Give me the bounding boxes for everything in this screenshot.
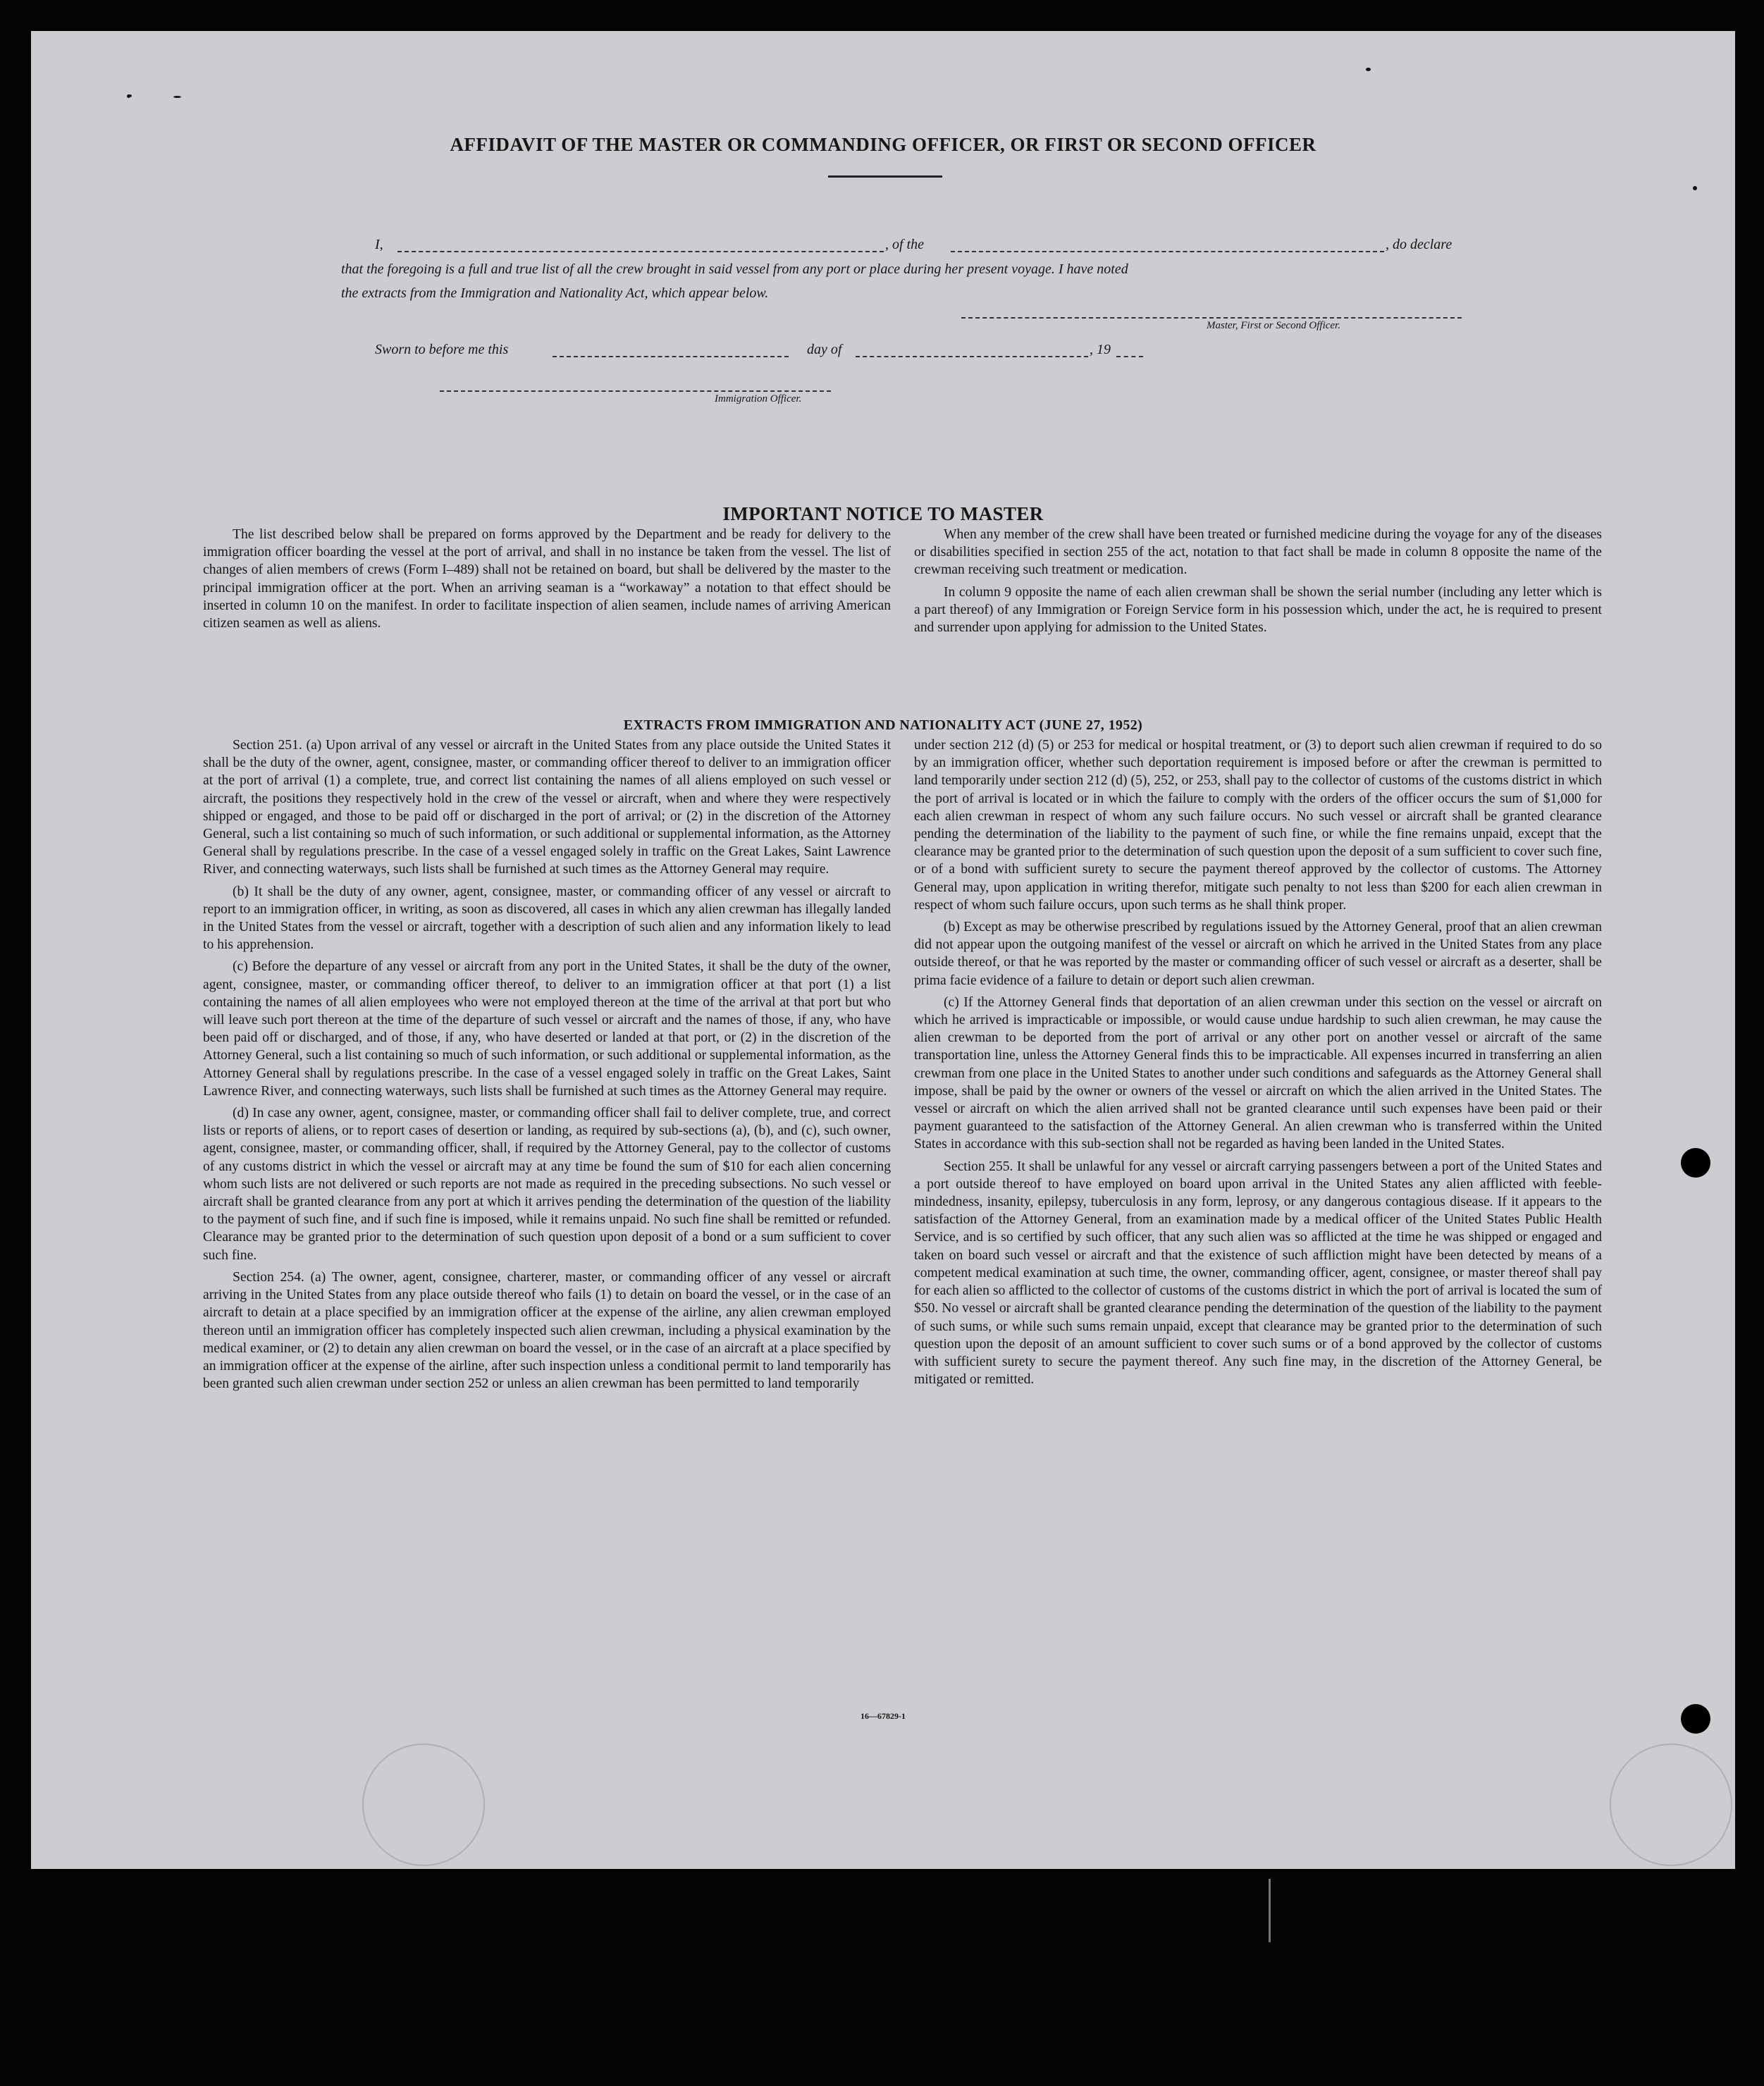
speck (1693, 186, 1697, 190)
section-251-c: (c) Before the departure of any vessel or aircraft from any port in the United States, it shall be the duty of the owner, agent, consignee, master, or commanding officer thereof, to deliver to an immigration officer at that port (1) a list containing the names of all alien employees who were not employed thereon at the time of the arrival at that port but who will leave such port thereon at the time of the departure of such vessel or aircraft and the names of those, if any, who have been paid off or discharged, and of those, if any, who have deserted or landed at that port, or (2) in the discretion of the Attorney General, such a list containing so much of such information, or such additional or supplemental information, as the Attorney General shall by regulations prescribe. In the case of a vessel engaged solely in traffic on the Great Lakes, Saint Lawrence River, and connecting waterways, such lists shall be furnished at such times as the Attorney General may require. (203, 959, 891, 1099)
affidavit-title: AFFIDAVIT OF THE MASTER OR COMMANDING OFFICER, OR FIRST OR SECOND OFFICER (450, 134, 1316, 155)
notice-left-column (203, 526, 891, 636)
section-254-a-continued: under section 212 (d) (5) or 253 for medical or hospital treatment, or (3) to deport such alien crewman if required to do so by an immigration officer, whether such deportation requirement is imposed before or after the crewman is permitted to land temporarily under section 212 (d) (5), 252, or 253, shall pay to the collector of customs of the customs district in which the port of arrival is located or in which the failure to comply with the orders of the officer occurs the sum of $1,000 for each alien crewman in respect of whom any such failure occurs. No such vessel or aircraft shall be granted clearance pending the determination of the liability to the payment of such fine, or while the fine remains unpaid, except that the clearance may be granted prior to the determination of such question upon the deposit of a sum sufficient to cover such fine, or of a bond with sufficient surety to secure the payment thereof approved by the collector of customs. The Attorney General may, upon application in writing therefor, mitigate such penalty to not less than $200 for each alien crewman in respect of whom such failure occurs, upon such terms as he shall think proper. (914, 738, 1602, 913)
notice-title: IMPORTANT NOTICE TO MASTER (722, 503, 1044, 524)
notice-right-paragraph-2: In column 9 opposite the name of each alien crewman shall be shown the serial number (including any letter which is a part thereof) of any Immigration or Foreign Service form in his possession which, under the act, he is required to present and surrender upon applying for admission to the United States. (914, 584, 1602, 636)
affidavit-line1-suffix: , do declare (1386, 237, 1452, 252)
faint-stamp (362, 1744, 485, 1866)
officer-signature-line (440, 390, 831, 392)
affidavit-line1-prefix: I, (375, 237, 383, 252)
section-254-c: (c) If the Attorney General finds that deportation of an alien crewman under this section on the vessel or aircraft on which he arrived is impracticable or impossible, or would cause undue hardship to such alien crewman, he may cause the alien crewman to be deported from the port of arrival or any other port on another vessel or aircraft of the same transportation line, unless the Attorney General finds this to be impracticable. All expenses incurred in transferring an alien crewman from one place in the United States to another under such conditions and safeguards as the Attorney General shall impose, shall be paid by the owner or owners of the vessel or aircraft on which the alien arrived in the United States. The vessel or aircraft on which the alien arrived shall not be granted clearance until such expenses have been paid or their payment guaranteed to the satisfaction of the Attorney General. An alien crewman who is transferred within the United States in accordance with this sub-section shall not be regarded as having been landed in the United States. (914, 994, 1602, 1152)
faint-stamp (1610, 1744, 1732, 1866)
master-signature-line (961, 317, 1462, 319)
affidavit-line1-mid: , of the (885, 237, 924, 252)
officer-signature-label: Immigration Officer. (715, 393, 802, 405)
form-code: 16—67829-1 (861, 1711, 906, 1721)
sworn-day-field (553, 356, 789, 357)
section-251-d: (d) In case any owner, agent, consignee, master, or commanding officer shall fail to deliver complete, true, and correct lists or reports of aliens, or to report cases of desertion or landing, as required by sub-sections (a), (b), and (c), such owner, agent, consignee, master, or commanding officer, shall, if required by the Attorney General, pay to the collector of customs of any customs district in which the vessel or aircraft may at any time be found the sum of $10 for each alien concerning whom such lists are not delivered or such reports are not made as required in the preceding subsections. No such vessel or aircraft shall be granted clearance from any port at which it arrives pending the determination of the question of the liability to the payment of such fine, and if such fine is imposed, while it remains unpaid. No such fine shall be remitted or refunded. Clearance may be granted prior to the determination of such question upon deposit of a bond or a sum sufficient to cover such fine. (203, 1106, 891, 1263)
document-page (31, 31, 1735, 1869)
affidavit-line2: that the foregoing is a full and true list of all the crew brought in said vessel from any port or place during her present voyage. I have noted (341, 261, 1128, 277)
speck (1366, 68, 1371, 71)
declarant-name-field (397, 251, 884, 252)
vessel-name-field (951, 251, 1384, 252)
title-rule (828, 175, 942, 178)
stray-line (1269, 1879, 1271, 1942)
sworn-day-label: day of (807, 342, 842, 357)
sworn-year-field (1116, 356, 1143, 357)
punch-hole (1681, 1148, 1710, 1178)
master-signature-label: Master, First or Second Officer. (1207, 320, 1340, 331)
notice-left-paragraph: The list described below shall be prepared on forms approved by the Department and be ready for delivery to the immigration officer boarding the vessel at the port of arrival, and shall in no instance be taken from the vessel. The list of changes of alien members of crews (Form I–489) shall not be retained on board, but shall be delivered by the master to the principal immigration officer at the port. When an arriving seaman is a “workaway” a notation to that effect should be inserted in column 10 on the manifest. In order to facilitate inspection of alien seamen, include names of arriving American citizen seamen as well as aliens. (203, 527, 891, 631)
sworn-year-label: , 19 (1090, 342, 1111, 357)
sworn-month-field (856, 356, 1088, 357)
extracts-right-column (914, 736, 1602, 1393)
extracts-left-column (203, 736, 891, 1397)
speck (173, 96, 181, 98)
punch-hole (1681, 1704, 1710, 1734)
section-251-a: Section 251. (a) Upon arrival of any vessel or aircraft in the United States from any place outside the United States it shall be the duty of the owner, agent, consignee, master, or commanding officer thereof to deliver to an immigration officer at the port of arrival (1) a complete, true, and correct list containing the names of all aliens employed on such vessel or aircraft, the positions they respectively hold in the crew of the vessel or aircraft, when and where they were respectively shipped or engaged, and those to be paid off or discharged in the port of arrival; or (2) in the discretion of the Attorney General, such a list containing so much of such information, or such additional or supplemental information, as the Attorney General shall by regulations prescribe. In the case of a vessel engaged solely in traffic on the Great Lakes, Saint Lawrence River, and connecting waterways, such lists shall be furnished at such times as the Attorney General may require. (203, 738, 891, 877)
section-254-a: Section 254. (a) The owner, agent, consignee, charterer, master, or commanding officer of any vessel or aircraft arriving in the United States from any place outside thereof who fails (1) to detain on board the vessel, or in the case of an aircraft to detain at a place specified by an immigration officer at the expense of the airline, any alien crewman employed thereon until an immigration officer has completely inspected such alien crewman, including a physical examination by the medical examiner, or (2) to detain any alien crewman on board the vessel, or in the case of an aircraft at a place specified by an immigration officer at the expense of the airline, after such inspection unless a conditional permit to land temporarily has been granted such alien crewman under section 252 or unless an alien crewman has been permitted to land temporarily (203, 1269, 891, 1392)
sworn-prefix: Sworn to before me this (375, 342, 509, 357)
section-251-b: (b) It shall be the duty of any owner, agent, consignee, master, or commanding officer of any vessel or aircraft to report to an immigration officer, in writing, as soon as discovered, all cases in which any alien crewman has illegally landed in the United States from the vessel or aircraft, together with a description of such alien and any information likely to lead to his apprehension. (203, 884, 891, 953)
section-254-b: (b) Except as may be otherwise prescribed by regulations issued by the Attorney General, proof that an alien crewman did not appear upon the outgoing manifest of the vessel or aircraft on which he arrived in the United States from any place outside thereof, or that he was reported by the master or commanding officer of such vessel or aircraft as a deserter, shall be prima facie evidence of a failure to detain or deport such alien crewman. (914, 920, 1602, 988)
extracts-title: EXTRACTS FROM IMMIGRATION AND NATIONALITY ACT (JUNE 27, 1952) (623, 717, 1143, 733)
speck (127, 94, 130, 98)
notice-right-column (914, 526, 1602, 641)
notice-right-paragraph-1: When any member of the crew shall have been treated or furnished medicine during the voyage for any of the diseases or disabilities specified in section 255 of the act, notation to that fact shall be made in column 8 opposite the name of the crewman receiving such treatment or medication. (914, 527, 1602, 578)
affidavit-line3: the extracts from the Immigration and Nationality Act, which appear below. (341, 285, 769, 301)
section-255: Section 255. It shall be unlawful for any vessel or aircraft carrying passengers between a port of the United States and a port outside thereof to have employed on board upon arrival in the United States any alien afflicted with feeble-mindedness, insanity, epilepsy, tuberculosis in any form, leprosy, or any dangerous contagious disease. If it appears to the satisfaction of the Attorney General, from an examination made by a medical officer of the United States Public Health Service, and is so certified by such officer, that any such alien was so afflicted at the time he was shipped or engaged and taken on board such vessel or aircraft and that the existence of such affliction might have been detected by means of a competent medical examination at such time, the owner, commanding officer, agent, consignee, or master thereof shall pay for each alien so afflicted to the collector of customs of the customs district in which the port of arrival is located the sum of $50. No vessel or aircraft shall be granted clearance pending the determination of the question of the liability to the payment of such sums, or while such sums remain unpaid, except that clearance may be granted prior to the determination of such question upon the deposit of an amount sufficient to cover such sums or of a bond approved by the collector of customs with sufficient surety to secure the payment thereof. Any such fine may, in the discretion of the Attorney General, be mitigated or remitted. (914, 1159, 1602, 1388)
